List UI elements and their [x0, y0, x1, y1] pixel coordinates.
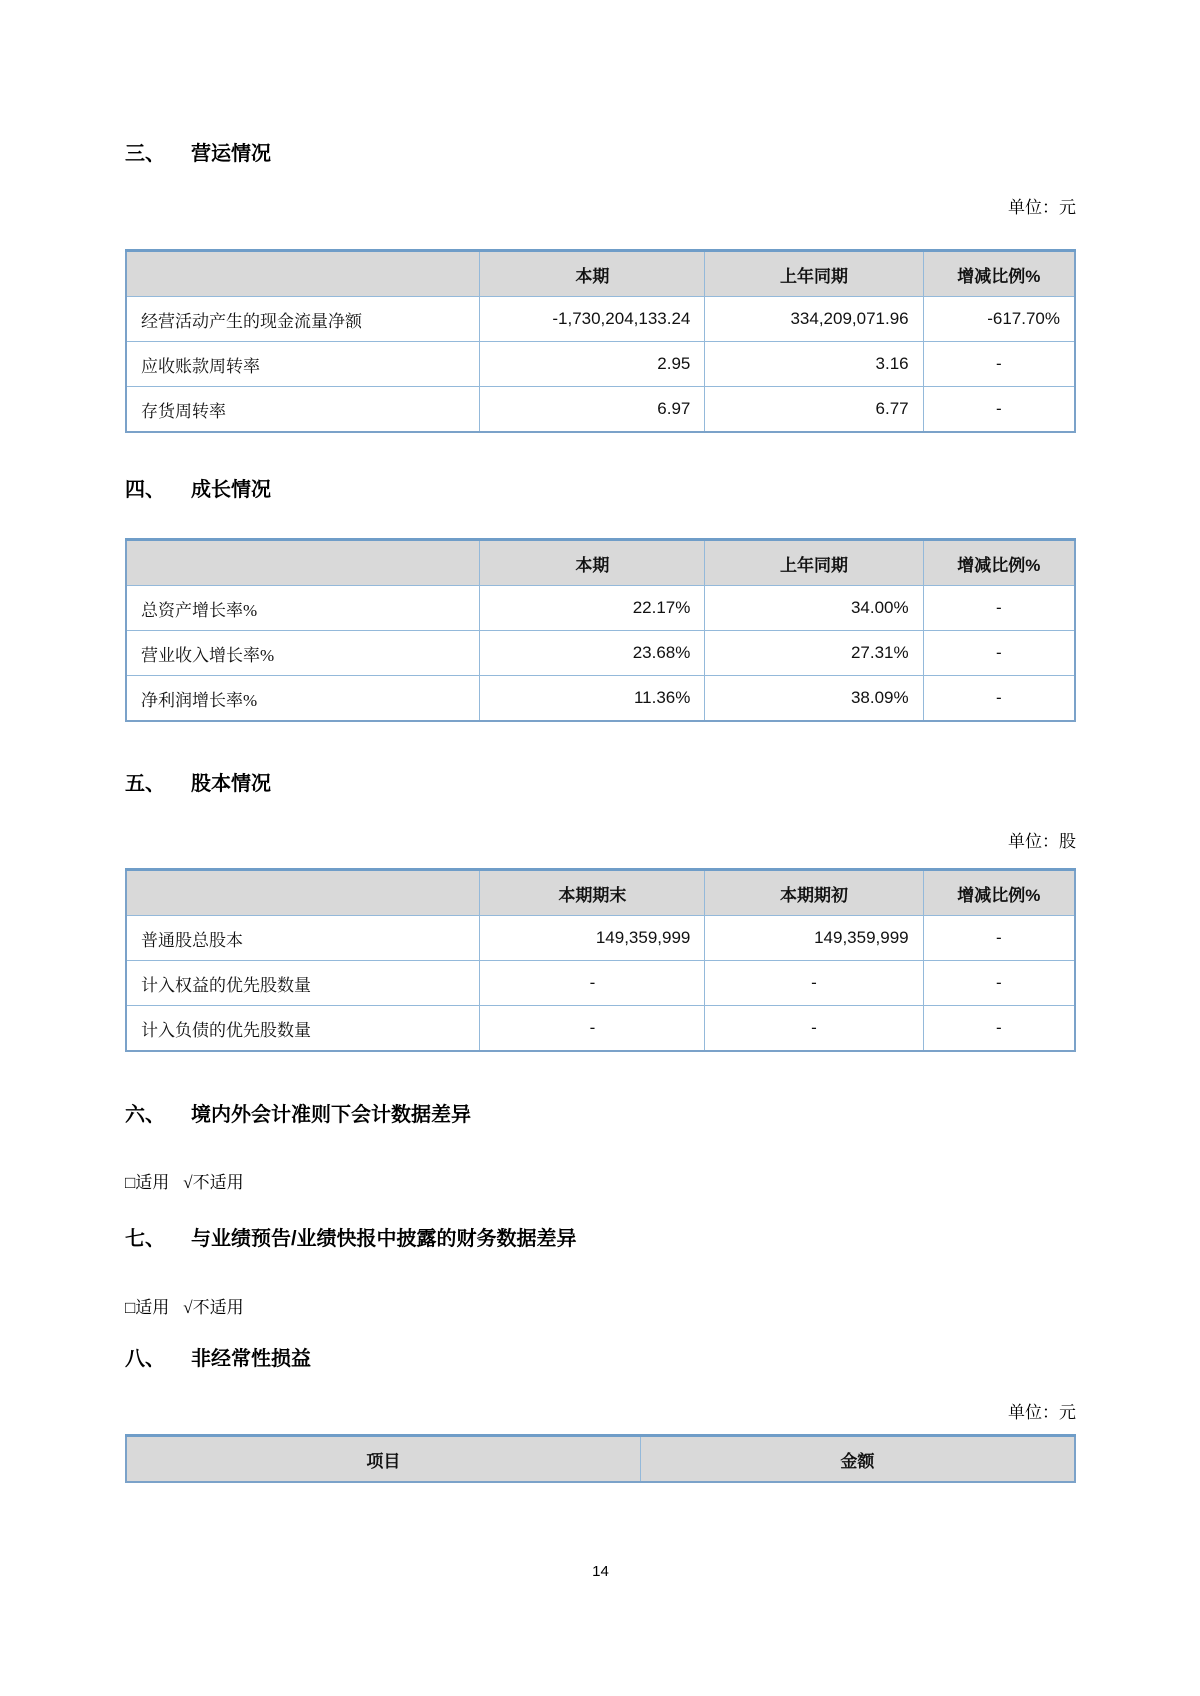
period-end-value-cell: -	[480, 961, 705, 1006]
section-heading-equity	[125, 771, 1076, 797]
section-title: 股本情况	[191, 773, 271, 795]
column-header-item: 项目	[126, 1436, 640, 1483]
section-number: 三、	[125, 143, 165, 165]
section-number: 五、	[125, 773, 165, 795]
row-label-cell: 计入负债的优先股数量	[126, 1006, 480, 1052]
row-label-cell: 计入权益的优先股数量	[126, 961, 480, 1006]
nonrecurring-table	[125, 1434, 1076, 1483]
page-number: 14	[592, 1563, 609, 1580]
section-heading-growth	[125, 477, 1076, 503]
unit-label-share: 单位：股	[1008, 832, 1076, 851]
applicability-line	[125, 1296, 1076, 1320]
column-header-current: 本期	[480, 251, 705, 297]
column-header-current: 本期	[480, 540, 705, 586]
applicable-checkbox: □适用	[125, 1173, 170, 1192]
unit-label-yuan: 单位：元	[1008, 198, 1076, 217]
equity-table	[125, 868, 1076, 1052]
applicability-line	[125, 1171, 1076, 1195]
prior-value-cell: 27.31%	[705, 631, 923, 676]
current-value-cell: 11.36%	[480, 676, 705, 722]
table-row	[126, 916, 1075, 961]
operations-table	[125, 249, 1076, 433]
not-applicable-checkbox: √不适用	[183, 1298, 244, 1317]
column-header-blank	[126, 540, 480, 586]
period-begin-value-cell: 149,359,999	[705, 916, 923, 961]
prior-value-cell: 3.16	[705, 342, 923, 387]
section-number: 七、	[125, 1228, 165, 1250]
section-title: 非经常性损益	[191, 1348, 311, 1370]
row-label-cell: 普通股总股本	[126, 916, 480, 961]
column-header-prior: 上年同期	[705, 251, 923, 297]
column-header-change: 增减比例%	[923, 870, 1075, 916]
section-title: 成长情况	[191, 479, 271, 501]
period-end-value-cell: -	[480, 1006, 705, 1052]
current-value-cell: 6.97	[480, 387, 705, 433]
prior-value-cell: 334,209,071.96	[705, 297, 923, 342]
column-header-period-end: 本期期末	[480, 870, 705, 916]
row-label-cell: 总资产增长率%	[126, 586, 480, 631]
column-header-blank	[126, 870, 480, 916]
current-value-cell: 22.17%	[480, 586, 705, 631]
table-header-row	[126, 1436, 1075, 1483]
change-value-cell: -	[923, 342, 1075, 387]
section-heading-operations	[125, 141, 1076, 167]
column-header-amount: 金额	[640, 1436, 1075, 1483]
table-row	[126, 387, 1075, 433]
row-label-cell: 存货周转率	[126, 387, 480, 433]
period-end-value-cell: 149,359,999	[480, 916, 705, 961]
change-value-cell: -	[923, 631, 1075, 676]
table-header-row	[126, 870, 1075, 916]
section-heading-nonrecurring	[125, 1346, 1076, 1372]
table-header-row	[126, 540, 1075, 586]
prior-value-cell: 6.77	[705, 387, 923, 433]
unit-label-yuan: 单位：元	[1008, 1403, 1076, 1422]
table-header-row	[126, 251, 1075, 297]
column-header-blank	[126, 251, 480, 297]
change-value-cell: -	[923, 586, 1075, 631]
column-header-prior: 上年同期	[705, 540, 923, 586]
table-row	[126, 631, 1075, 676]
current-value-cell: 2.95	[480, 342, 705, 387]
table-row	[126, 961, 1075, 1006]
prior-value-cell: 34.00%	[705, 586, 923, 631]
change-value-cell: -	[923, 387, 1075, 433]
row-label-cell: 应收账款周转率	[126, 342, 480, 387]
current-value-cell: -1,730,204,133.24	[480, 297, 705, 342]
section-heading-accounting-diff	[125, 1102, 1076, 1128]
section-title: 与业绩预告/业绩快报中披露的财务数据差异	[191, 1228, 577, 1250]
section-title: 营运情况	[191, 143, 271, 165]
prior-value-cell: 38.09%	[705, 676, 923, 722]
column-header-change: 增减比例%	[923, 540, 1075, 586]
change-value-cell: -617.70%	[923, 297, 1075, 342]
table-row	[126, 676, 1075, 722]
change-value-cell: -	[923, 1006, 1075, 1052]
section-number: 六、	[125, 1104, 165, 1126]
change-value-cell: -	[923, 676, 1075, 722]
period-begin-value-cell: -	[705, 961, 923, 1006]
table-row	[126, 586, 1075, 631]
section-title: 境内外会计准则下会计数据差异	[191, 1104, 471, 1126]
row-label-cell: 营业收入增长率%	[126, 631, 480, 676]
column-header-change: 增减比例%	[923, 251, 1075, 297]
table-row	[126, 342, 1075, 387]
row-label-cell: 净利润增长率%	[126, 676, 480, 722]
table-row	[126, 297, 1075, 342]
growth-table	[125, 538, 1076, 722]
column-header-period-begin: 本期期初	[705, 870, 923, 916]
applicable-checkbox: □适用	[125, 1298, 170, 1317]
table-row	[126, 1006, 1075, 1052]
section-number: 八、	[125, 1348, 165, 1370]
change-value-cell: -	[923, 961, 1075, 1006]
period-begin-value-cell: -	[705, 1006, 923, 1052]
not-applicable-checkbox: √不适用	[183, 1173, 244, 1192]
section-number: 四、	[125, 479, 165, 501]
current-value-cell: 23.68%	[480, 631, 705, 676]
change-value-cell: -	[923, 916, 1075, 961]
section-heading-forecast-diff	[125, 1226, 1076, 1252]
row-label-cell: 经营活动产生的现金流量净额	[126, 297, 480, 342]
